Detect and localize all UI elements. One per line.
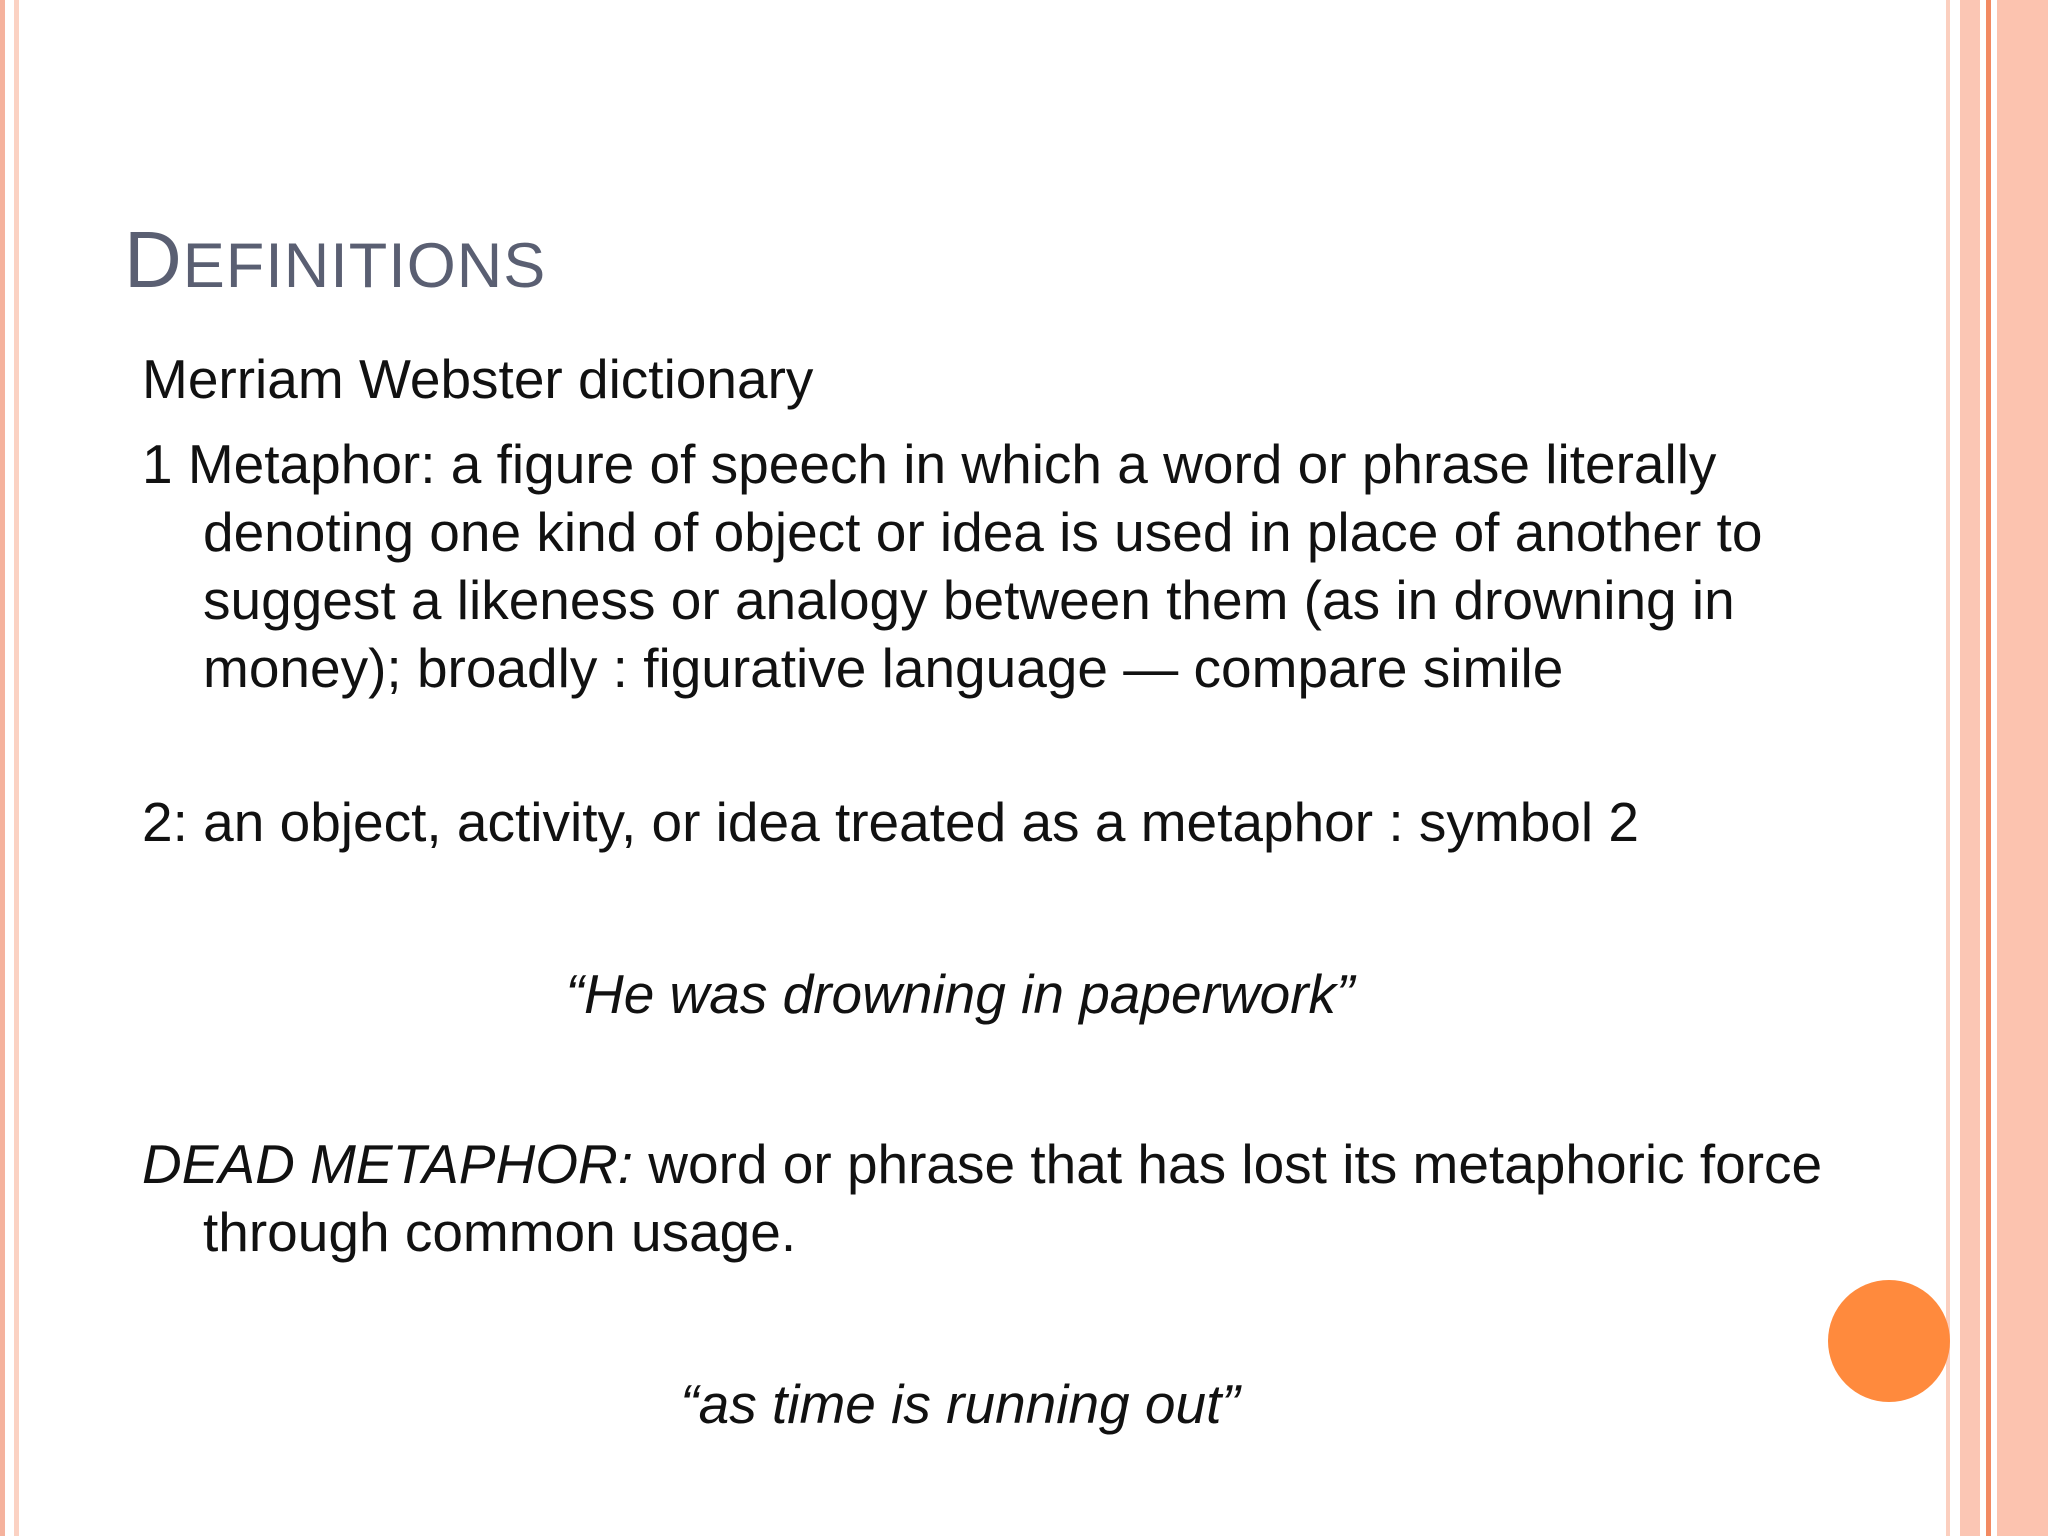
left-border-stripe-inner: [14, 0, 19, 1536]
definition-1: 1 Metaphor: a figure of speech in which a word or phrase literally denoting one kind of object or idea is used in place of another to suggest a likeness or analogy between them (as in drowning in money); broadly : figurative language — compare simile: [142, 433, 1763, 699]
slide-title: [124, 210, 546, 316]
right-border-line: [1986, 0, 1991, 1536]
title-initial: D: [124, 215, 183, 304]
example-quote-2: “as time is running out”: [680, 1373, 1240, 1435]
dead-metaphor-term: DEAD METAPHOR:: [142, 1133, 633, 1195]
right-border-band: [1960, 0, 1980, 1536]
right-border-edge: [1997, 0, 2048, 1536]
dead-metaphor-definition: [142, 1130, 1843, 1266]
accent-circle: [1828, 1280, 1950, 1402]
example-quote-1: “He was drowning in paperwork”: [565, 963, 1355, 1025]
right-border-stripe-pale: [1946, 0, 1950, 1536]
definition-2: 2: an object, activity, or idea treated as a metaphor : symbol 2: [142, 791, 1639, 853]
left-border-stripe: [0, 0, 5, 1536]
source-line: Merriam Webster dictionary: [142, 348, 814, 410]
title-rest: EFINITIONS: [182, 231, 547, 301]
dead-metaphor-text: word or phrase that has lost its metaphoric force through common usage.: [203, 1133, 1823, 1263]
